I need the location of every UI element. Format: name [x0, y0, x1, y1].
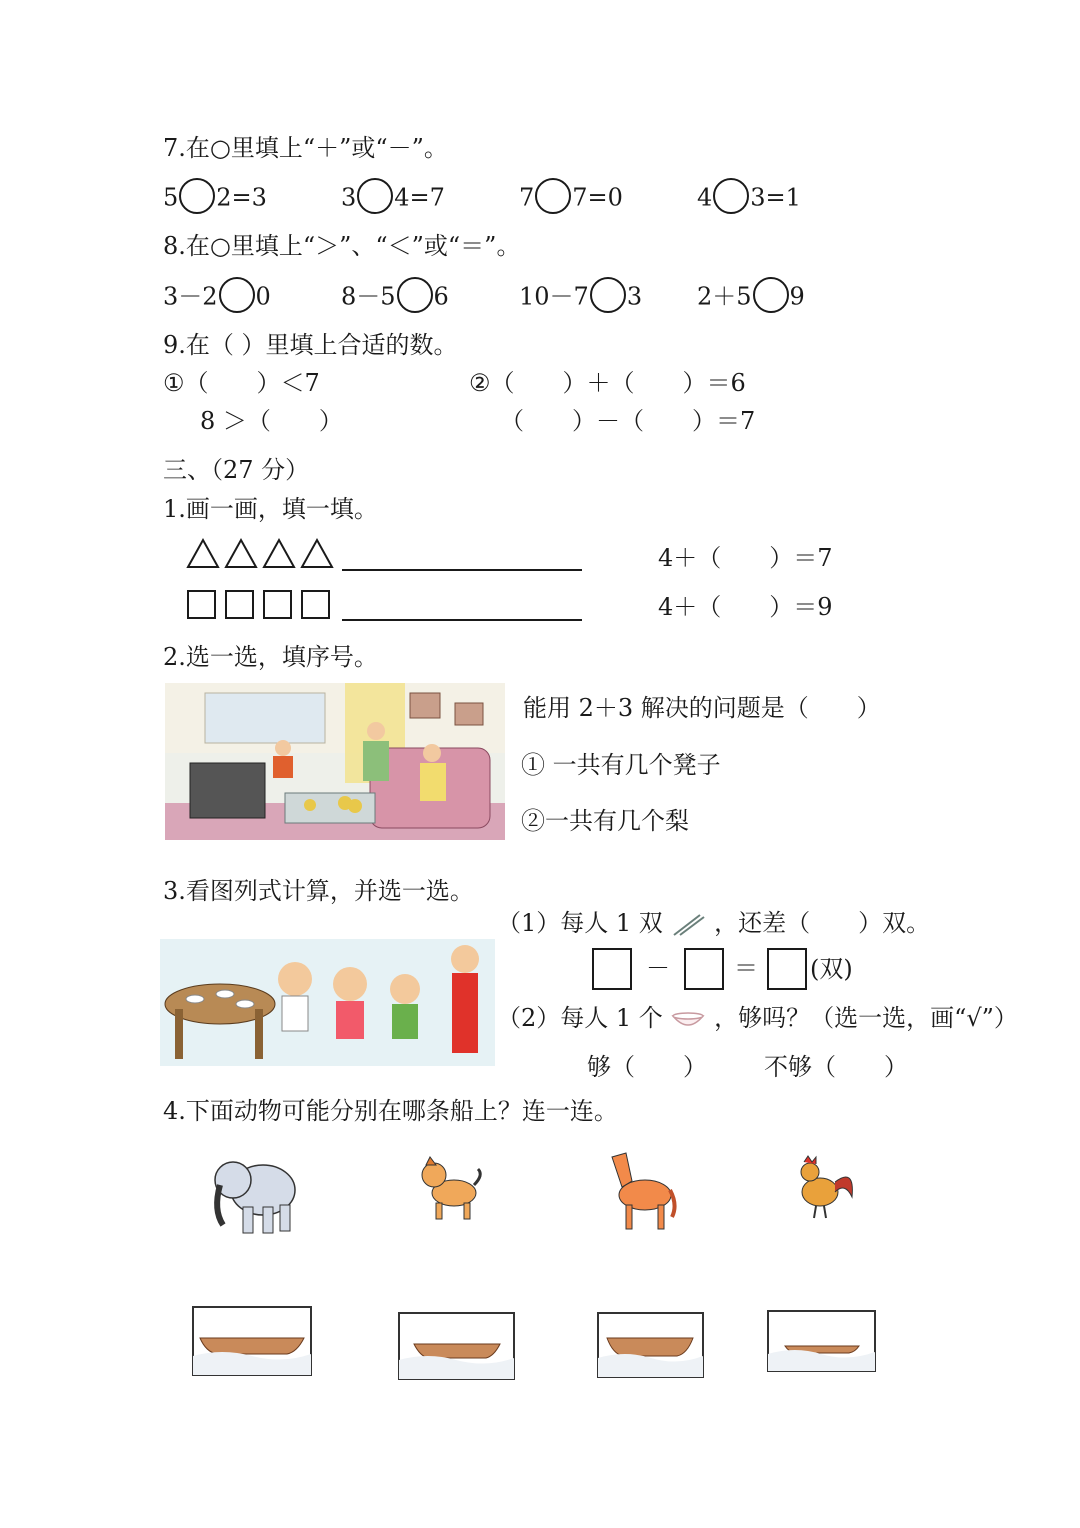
q8-left: 2＋5 [697, 282, 752, 311]
q7-item-1 [163, 184, 267, 214]
q8-right: 9 [789, 282, 805, 311]
boat-2[interactable] [398, 1312, 515, 1380]
p4-title: 4.下面动物可能分别在哪条船上？连一连。 [163, 1097, 618, 1125]
answer-circle[interactable] [535, 178, 571, 214]
p3-title: 3.看图列式计算，并选一选。 [163, 877, 474, 905]
answer-box-3[interactable] [767, 948, 807, 990]
answer-circle[interactable] [590, 277, 626, 313]
not-enough-option[interactable]: 不够（ ） [764, 1053, 908, 1081]
q7-right: 7=0 [572, 183, 623, 212]
q8-right: 6 [433, 282, 449, 311]
answer-circle[interactable] [753, 277, 789, 313]
q9-row1-right: ②（ ）＋（ ）＝6 [469, 369, 746, 397]
section-3-title: 三、（27 分） [163, 456, 310, 484]
square-shape [188, 591, 215, 618]
enough-option[interactable]: 够（ ） [587, 1053, 707, 1081]
q8-item-1 [163, 283, 271, 313]
q7-item-3 [519, 184, 623, 214]
p2-option-2: ②一共有几个梨 [521, 807, 689, 835]
q7-right: 3=1 [750, 183, 801, 212]
p1-equation-1: 4＋（ ）＝7 [658, 544, 833, 572]
q8-title: 8.在○里填上“＞”、“＜”或“＝”。 [163, 232, 521, 260]
q9-row2-left: 8 ＞（ ） [200, 407, 343, 435]
boat-4[interactable] [767, 1310, 876, 1372]
q9-title: 9.在（ ）里填上合适的数。 [163, 331, 458, 359]
p3-sub1-text-b: ，还差（ ）双。 [714, 909, 931, 937]
p3-sub2 [497, 1006, 1018, 1032]
answer-circle[interactable] [397, 277, 433, 313]
p1-equation-2: 4＋（ ）＝9 [658, 593, 833, 621]
draw-line-1[interactable] [342, 569, 582, 571]
chopsticks-icon [670, 913, 706, 937]
answer-circle[interactable] [713, 178, 749, 214]
q7-left: 5 [163, 183, 179, 212]
q7-left: 7 [519, 183, 535, 212]
p1-title: 1.画一画，填一填。 [163, 495, 378, 523]
q8-left: 8－5 [341, 282, 396, 311]
p2-title: 2.选一选，填序号。 [163, 643, 378, 671]
triangle-shape [264, 540, 294, 567]
p2-option-1: ① 一共有几个凳子 [521, 751, 721, 779]
q7-right: 4=7 [394, 183, 445, 212]
triangle-shape [302, 540, 332, 567]
unit-label: (双) [810, 955, 853, 983]
q8-item-2 [341, 283, 449, 313]
living-room-illustration [165, 683, 505, 840]
square-shape [264, 591, 291, 618]
q7-title: 7.在○里填上“＋”或“－”。 [163, 134, 448, 162]
boat-3[interactable] [597, 1312, 704, 1378]
equals-sign: ＝ [734, 954, 758, 982]
minus-sign: － [646, 954, 670, 982]
draw-line-2[interactable] [342, 619, 582, 621]
q8-item-4 [697, 283, 805, 313]
elephant-icon[interactable] [208, 1145, 300, 1237]
horse-icon[interactable] [600, 1145, 680, 1233]
q7-right: 2=3 [216, 183, 267, 212]
q8-right: 3 [626, 282, 643, 311]
rooster-icon[interactable] [790, 1152, 860, 1220]
triangle-shape [188, 540, 218, 567]
q7-item-4 [697, 184, 801, 214]
answer-circle[interactable] [357, 178, 393, 214]
square-shape [226, 591, 253, 618]
triangle-shape [226, 540, 256, 567]
q7-item-2 [341, 184, 445, 214]
p3-sub2-text-a: （2）每人 1 个 [497, 1004, 663, 1032]
q8-left: 10－7 [519, 282, 589, 311]
q9-row2-right: （ ）－（ ）＝7 [500, 407, 756, 435]
q8-item-3 [519, 283, 642, 313]
table-children-illustration [160, 939, 495, 1066]
q7-left: 3 [341, 183, 357, 212]
q7-left: 4 [697, 183, 713, 212]
square-shape [302, 591, 329, 618]
p3-sub2-text-b: ，够吗？（选一选，画“√”） [714, 1004, 1018, 1032]
squares-row [186, 588, 342, 620]
p2-question: 能用 2＋3 解决的问题是（ ） [523, 694, 881, 722]
triangles-row [186, 537, 342, 569]
p3-sub1 [497, 911, 930, 937]
q9-row1-left: ①（ ）＜7 [163, 369, 320, 397]
answer-circle[interactable] [219, 277, 255, 313]
p3-sub1-text-a: （1）每人 1 双 [497, 909, 663, 937]
answer-circle[interactable] [179, 178, 215, 214]
bowl-icon [670, 1008, 706, 1032]
dog-icon[interactable] [416, 1155, 488, 1223]
boat-1[interactable] [192, 1306, 312, 1376]
q8-right: 0 [255, 282, 271, 311]
q8-left: 3－2 [163, 282, 218, 311]
answer-box-1[interactable] [592, 948, 632, 990]
answer-box-2[interactable] [684, 948, 724, 990]
